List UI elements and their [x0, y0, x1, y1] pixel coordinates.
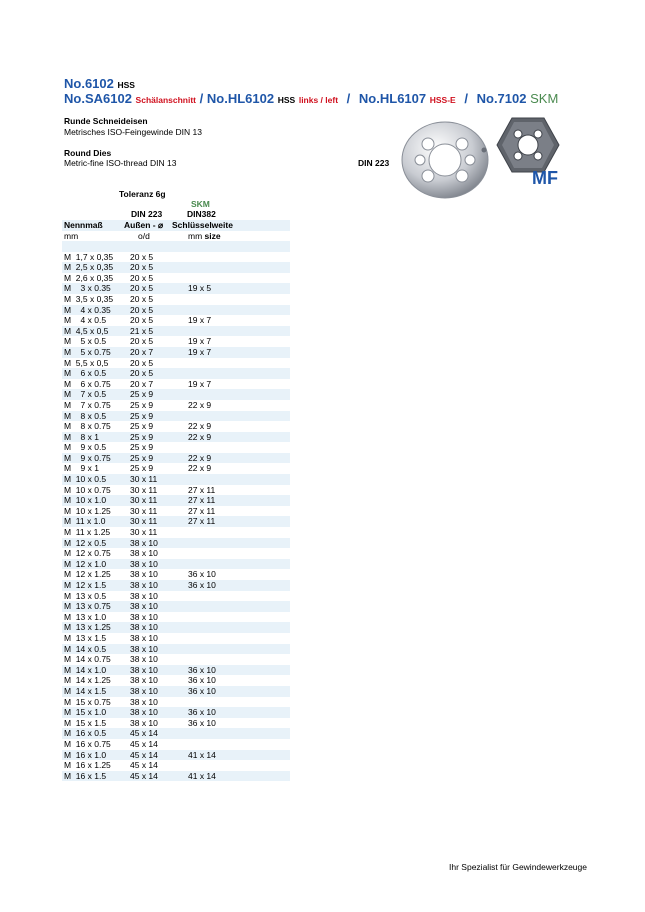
size-cell: M 14 x 1.25 — [64, 675, 111, 686]
outer-diameter-cell: 20 x 5 — [130, 368, 154, 379]
table-row — [62, 728, 290, 739]
size-cell: M 13 x 1.0 — [64, 611, 107, 622]
table-row — [62, 580, 290, 591]
table-row — [62, 463, 290, 474]
size-cell: M 8 x 1 — [64, 431, 99, 442]
size-cell: M 4,5 x 0,5 — [64, 325, 109, 336]
outer-diameter-cell: 38 x 10 — [130, 548, 158, 559]
col-aussen: Außen - ⌀ — [124, 220, 164, 230]
wrench-size-cell: 22 x 9 — [188, 421, 212, 432]
outer-diameter-cell: 38 x 10 — [130, 643, 158, 654]
wrench-size-cell: 27 x 11 — [188, 505, 216, 516]
product-no-hl6107: No.HL6107 — [358, 91, 427, 106]
wrench-size-cell: 36 x 10 — [188, 580, 216, 590]
outer-diameter-cell: 45 x 14 — [130, 760, 158, 771]
footer-tagline: Ihr Spezialist für Gewindewerkzeuge — [449, 862, 587, 872]
size-cell: M 2,5 x 0,35 — [64, 262, 114, 273]
title-line-2 — [64, 91, 558, 106]
skm-label: SKM — [530, 91, 559, 106]
wrench-size-cell: 19 x 7 — [188, 378, 212, 389]
table-row — [62, 622, 290, 633]
outer-diameter-cell: 20 x 5 — [130, 262, 154, 273]
size-cell: M 12 x 0.5 — [64, 537, 107, 548]
size-cell: M 15 x 1.0 — [64, 707, 107, 718]
table-row — [62, 485, 290, 496]
separator: / — [199, 91, 204, 106]
size-cell: M 4 x 0.35 — [64, 304, 111, 315]
table-row — [62, 548, 290, 559]
wrench-size-cell: 19 x 7 — [188, 336, 212, 347]
outer-diameter-cell: 25 x 9 — [130, 421, 154, 432]
size-cell: M 5 x 0.75 — [64, 346, 111, 357]
die-size-table — [62, 241, 290, 781]
wrench-size-cell: 19 x 7 — [188, 315, 212, 326]
size-cell: M 3,5 x 0,35 — [64, 293, 114, 304]
outer-diameter-cell: 38 x 10 — [130, 654, 158, 665]
table-row — [62, 411, 290, 422]
wrench-size-cell: 36 x 10 — [188, 707, 216, 718]
outer-diameter-cell: 25 x 9 — [130, 410, 154, 421]
outer-diameter-cell: 45 x 14 — [130, 738, 158, 749]
outer-diameter-cell: 25 x 9 — [130, 452, 154, 463]
table-row — [62, 601, 290, 612]
table-row — [62, 718, 290, 729]
description-de-sub: Metrisches ISO-Feingewinde DIN 13 — [64, 127, 202, 137]
outer-diameter-cell: 25 x 9 — [130, 431, 154, 442]
table-row — [62, 273, 290, 284]
outer-diameter-cell: 20 x 5 — [130, 283, 154, 294]
size-cell: M 12 x 0.75 — [64, 548, 111, 559]
description-en-sub: Metric-fine ISO-thread DIN 13 — [64, 158, 177, 168]
size-cell: M 14 x 0.5 — [64, 643, 107, 654]
table-row — [62, 326, 290, 337]
description-de-title: Runde Schneideisen — [64, 116, 148, 126]
wrench-size-cell: 22 x 9 — [188, 431, 212, 442]
size-cell: M 12 x 1.0 — [64, 558, 107, 569]
size-cell: M 16 x 0.5 — [64, 728, 107, 739]
size-cell: M 1,7 x 0,35 — [64, 251, 114, 262]
size-cell: M 3 x 0.35 — [64, 283, 111, 294]
table-row — [62, 591, 290, 602]
col-schluesselweite: Schlüsselweite — [172, 220, 233, 230]
outer-diameter-cell: 38 x 10 — [130, 632, 158, 643]
wrench-size-cell: 19 x 7 — [188, 346, 212, 357]
size-cell: M 8 x 0.75 — [64, 421, 111, 432]
title-line-1 — [64, 76, 135, 91]
table-row — [62, 442, 290, 453]
table-row — [62, 612, 290, 623]
col-nennmass: Nennmaß — [64, 220, 103, 230]
table-row — [62, 569, 290, 580]
size-cell: M 10 x 1.25 — [64, 505, 111, 516]
table-row — [62, 495, 290, 506]
product-no-7102: No.7102 — [476, 91, 527, 106]
hss-label: HSS — [117, 80, 135, 90]
table-row — [62, 675, 290, 686]
wrench-size-cell: 27 x 11 — [188, 484, 216, 495]
outer-diameter-cell: 38 x 10 — [130, 558, 158, 569]
hex-die-image — [496, 116, 560, 174]
outer-diameter-cell: 20 x 5 — [130, 293, 154, 304]
product-no-sa6102: No.SA6102 — [64, 91, 132, 106]
outer-diameter-cell: 20 x 5 — [130, 304, 154, 315]
size-cell: M 16 x 0.75 — [64, 738, 111, 749]
wrench-size-cell: 19 x 5 — [188, 283, 212, 294]
size-cell: M 10 x 0.5 — [64, 474, 107, 485]
wrench-size-cell: 27 x 11 — [188, 495, 216, 506]
hss-e-label: HSS-E — [429, 95, 456, 105]
round-die-image — [400, 120, 490, 200]
links-left-label: links / left — [298, 95, 339, 105]
size-cell: M 16 x 1.5 — [64, 770, 107, 781]
table-row — [62, 336, 290, 347]
size-cell: M 6 x 0.75 — [64, 378, 111, 389]
size-cell: M 13 x 1.25 — [64, 622, 111, 633]
wrench-size-cell: 36 x 10 — [188, 569, 216, 580]
outer-diameter-cell: 38 x 10 — [130, 707, 158, 718]
outer-diameter-cell: 45 x 14 — [130, 749, 158, 760]
outer-diameter-cell: 45 x 14 — [130, 728, 158, 739]
size-cell: M 11 x 1.25 — [64, 527, 111, 538]
size-cell: M 14 x 1.0 — [64, 664, 107, 675]
table-row — [62, 283, 290, 294]
table-row — [62, 389, 290, 400]
size-cell: M 9 x 1 — [64, 463, 99, 474]
table-row — [62, 697, 290, 708]
size-cell: M 7 x 0.75 — [64, 399, 111, 410]
table-row — [62, 315, 290, 326]
table-row — [62, 686, 290, 697]
outer-diameter-cell: 25 x 9 — [130, 463, 154, 474]
table-row — [62, 750, 290, 761]
wrench-size-cell: 27 x 11 — [188, 516, 216, 527]
outer-diameter-cell: 38 x 10 — [130, 675, 158, 686]
outer-diameter-cell: 20 x 5 — [130, 251, 154, 262]
wrench-size-cell: 41 x 14 — [188, 770, 216, 781]
size-cell: M 16 x 1.25 — [64, 760, 111, 771]
size-cell: M 7 x 0.5 — [64, 389, 107, 400]
outer-diameter-cell: 20 x 5 — [130, 315, 154, 326]
size-cell: M 2,6 x 0,35 — [64, 272, 114, 283]
skm-col-label: SKM — [191, 199, 210, 209]
outer-diameter-cell: 30 x 11 — [130, 527, 158, 538]
outer-diameter-cell: 38 x 10 — [130, 569, 158, 580]
table-row — [62, 421, 290, 432]
table-row — [62, 347, 290, 358]
wrench-size-cell: 36 x 10 — [188, 664, 216, 675]
table-row — [62, 400, 290, 411]
outer-diameter-cell: 20 x 7 — [130, 378, 154, 389]
size-cell: M 14 x 1.5 — [64, 685, 107, 696]
outer-diameter-cell: 38 x 10 — [130, 611, 158, 622]
table-row — [62, 665, 290, 676]
table-row — [62, 252, 290, 263]
size-cell: M 10 x 1.0 — [64, 495, 107, 506]
outer-diameter-cell: 38 x 10 — [130, 580, 158, 590]
outer-diameter-cell: 25 x 9 — [130, 399, 154, 410]
size-cell: M 5 x 0.5 — [64, 336, 107, 347]
table-row — [62, 432, 290, 443]
outer-diameter-cell: 30 x 11 — [130, 505, 158, 516]
size-cell: M 13 x 0.75 — [64, 601, 111, 612]
size-cell: M 4 x 0.5 — [64, 315, 107, 326]
outer-diameter-cell: 38 x 10 — [130, 622, 158, 633]
separator: / — [464, 91, 468, 106]
wrench-size-cell: 22 x 9 — [188, 452, 212, 463]
size-cell: M 13 x 0.5 — [64, 590, 107, 601]
size-cell: M 11 x 1.0 — [64, 516, 106, 527]
wrench-size-cell: 36 x 10 — [188, 717, 216, 728]
outer-diameter-cell: 38 x 10 — [130, 696, 158, 707]
size-cell: M 14 x 0.75 — [64, 654, 111, 665]
schaelanschnitt-label: Schälanschnitt — [135, 95, 197, 105]
size-cell: M 9 x 0.5 — [64, 442, 107, 453]
outer-diameter-cell: 45 x 14 — [130, 770, 158, 781]
table-row — [62, 527, 290, 538]
outer-diameter-cell: 30 x 11 — [130, 484, 158, 495]
table-row — [62, 707, 290, 718]
outer-diameter-cell: 20 x 5 — [130, 357, 154, 368]
unit-size: mm size — [188, 231, 221, 241]
size-cell: M 6 x 0.5 — [64, 368, 107, 379]
table-row — [62, 379, 290, 390]
table-row — [62, 506, 290, 517]
wrench-size-cell: 22 x 9 — [188, 463, 212, 474]
table-row — [62, 305, 290, 316]
table-row — [62, 771, 290, 782]
size-cell: M 12 x 1.5 — [64, 580, 107, 590]
hl-hss-label: HSS — [277, 95, 296, 105]
size-cell: M 12 x 1.25 — [64, 569, 111, 580]
size-cell: M 8 x 0.5 — [64, 410, 107, 421]
size-cell: M 9 x 0.75 — [64, 452, 111, 463]
table-row — [62, 760, 290, 771]
wrench-size-cell: 36 x 10 — [188, 685, 216, 696]
mf-badge: MF — [532, 168, 558, 188]
outer-diameter-cell: 20 x 5 — [130, 336, 154, 347]
unit-od: o/d — [138, 231, 150, 241]
size-cell: M 13 x 1.5 — [64, 632, 107, 643]
outer-diameter-cell: 20 x 7 — [130, 346, 154, 357]
product-no-6102: No.6102 — [64, 76, 114, 91]
din223-col-label: DIN 223 — [131, 209, 163, 219]
table-row — [62, 262, 290, 273]
table-row — [62, 654, 290, 665]
outer-diameter-cell: 38 x 10 — [130, 590, 158, 601]
table-row — [62, 241, 290, 252]
table-row — [62, 516, 290, 527]
outer-diameter-cell: 30 x 11 — [130, 495, 158, 506]
table-row — [62, 358, 290, 369]
outer-diameter-cell: 21 x 5 — [130, 325, 154, 336]
outer-diameter-cell: 30 x 11 — [130, 474, 158, 485]
din-223-label: DIN 223 — [358, 158, 390, 168]
table-row — [62, 538, 290, 549]
size-cell: M 15 x 0.75 — [64, 696, 111, 707]
wrench-size-cell: 41 x 14 — [188, 749, 216, 760]
table-row — [62, 644, 290, 655]
size-cell: M 15 x 1.5 — [64, 717, 107, 728]
unit-mm: mm — [64, 231, 79, 241]
description-en-title: Round Dies — [64, 148, 112, 158]
table-row — [62, 294, 290, 305]
outer-diameter-cell: 38 x 10 — [130, 685, 158, 696]
wrench-size-cell: 36 x 10 — [188, 675, 216, 686]
separator: / — [346, 91, 351, 106]
outer-diameter-cell: 20 x 5 — [130, 272, 154, 283]
outer-diameter-cell: 38 x 10 — [130, 664, 158, 675]
table-row — [62, 453, 290, 464]
din382-col-label: DIN382 — [187, 209, 216, 219]
table-row — [62, 633, 290, 644]
size-cell: M 5,5 x 0,5 — [64, 357, 109, 368]
outer-diameter-cell: 25 x 9 — [130, 442, 154, 453]
table-row — [62, 368, 290, 379]
size-cell: M 10 x 0.75 — [64, 484, 111, 495]
size-cell: M 16 x 1.0 — [64, 749, 107, 760]
wrench-size-cell: 22 x 9 — [188, 399, 212, 410]
tolerance-label: Toleranz 6g — [119, 189, 166, 199]
table-row — [62, 559, 290, 570]
product-no-hl6102: No.HL6102 — [206, 91, 275, 106]
outer-diameter-cell: 30 x 11 — [130, 516, 158, 527]
table-row — [62, 739, 290, 750]
outer-diameter-cell: 38 x 10 — [130, 717, 158, 728]
outer-diameter-cell: 38 x 10 — [130, 537, 158, 548]
table-row — [62, 474, 290, 485]
outer-diameter-cell: 25 x 9 — [130, 389, 154, 400]
outer-diameter-cell: 38 x 10 — [130, 601, 158, 612]
